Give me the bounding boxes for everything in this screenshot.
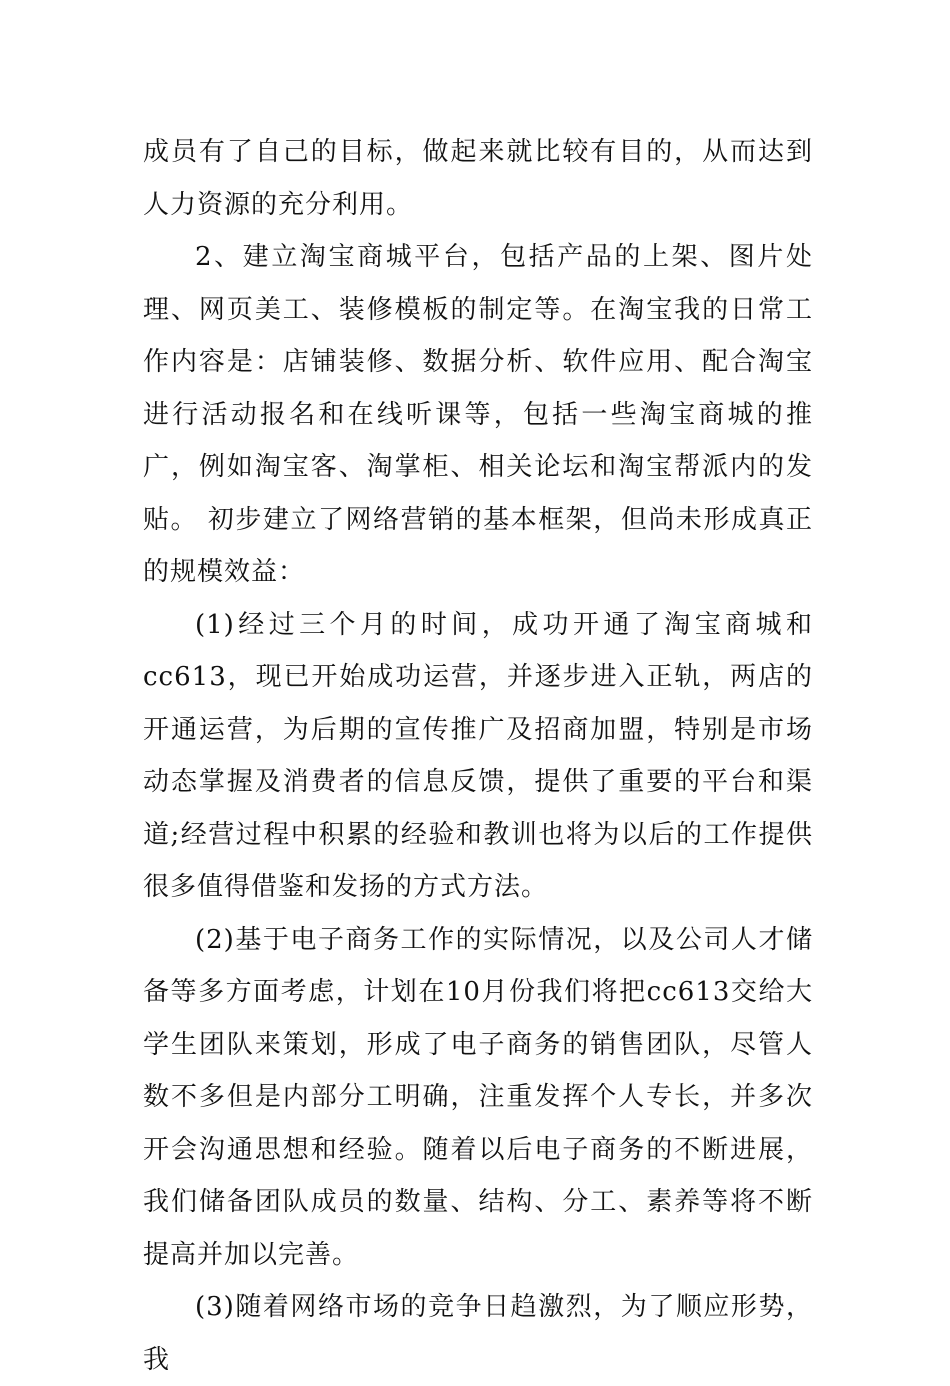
paragraph-item-2-1: (1)经过三个月的时间，成功开通了淘宝商城和cc613，现已开始成功运营，并逐步进入正轨，两店的开通运营，为后期的宣传推广及招商加盟，特别是市场动态掌握及消费者的信息反馈，提供了重要的平台和渠道;经营过程中积累的经验和教训也将为以后的工作提供很多值得借鉴和发扬的方式方法。 [143, 609, 813, 902]
paragraph-continuation: 成员有了自己的目标，做起来就比较有目的，从而达到人力资源的充分利用。 [143, 137, 813, 220]
paragraph-item-2-2: (2)基于电子商务工作的实际情况，以及公司人才储备等多方面考虑，计划在10月份我们将把cc613交给大学生团队来策划，形成了电子商务的销售团队，尽管人数不多但是内部分工明确，注重发挥个人专长，并多次开会沟通思想和经验。随着以后电子商务的不断进展，我们储备团队成员的数量、结构、分工、素养等将不断提高并加以完善。 [143, 924, 813, 1270]
paragraph-item-2-3: (3)随着网络市场的竞争日趋激烈，为了顺应形势，我 [143, 1292, 813, 1375]
paragraph-item-2: 2、建立淘宝商城平台，包括产品的上架、图片处理、网页美工、装修模板的制定等。在淘宝我的日常工作内容是：店铺装修、数据分析、软件应用、配合淘宝进行活动报名和在线听课等，包括一些淘宝商城的推广，例如淘宝客、淘掌柜、相关论坛和淘宝帮派内的发贴。 初步建立了网络营销的基本框架，但尚未形成真正的规模效益： [143, 242, 813, 587]
document-body [143, 126, 813, 1386]
